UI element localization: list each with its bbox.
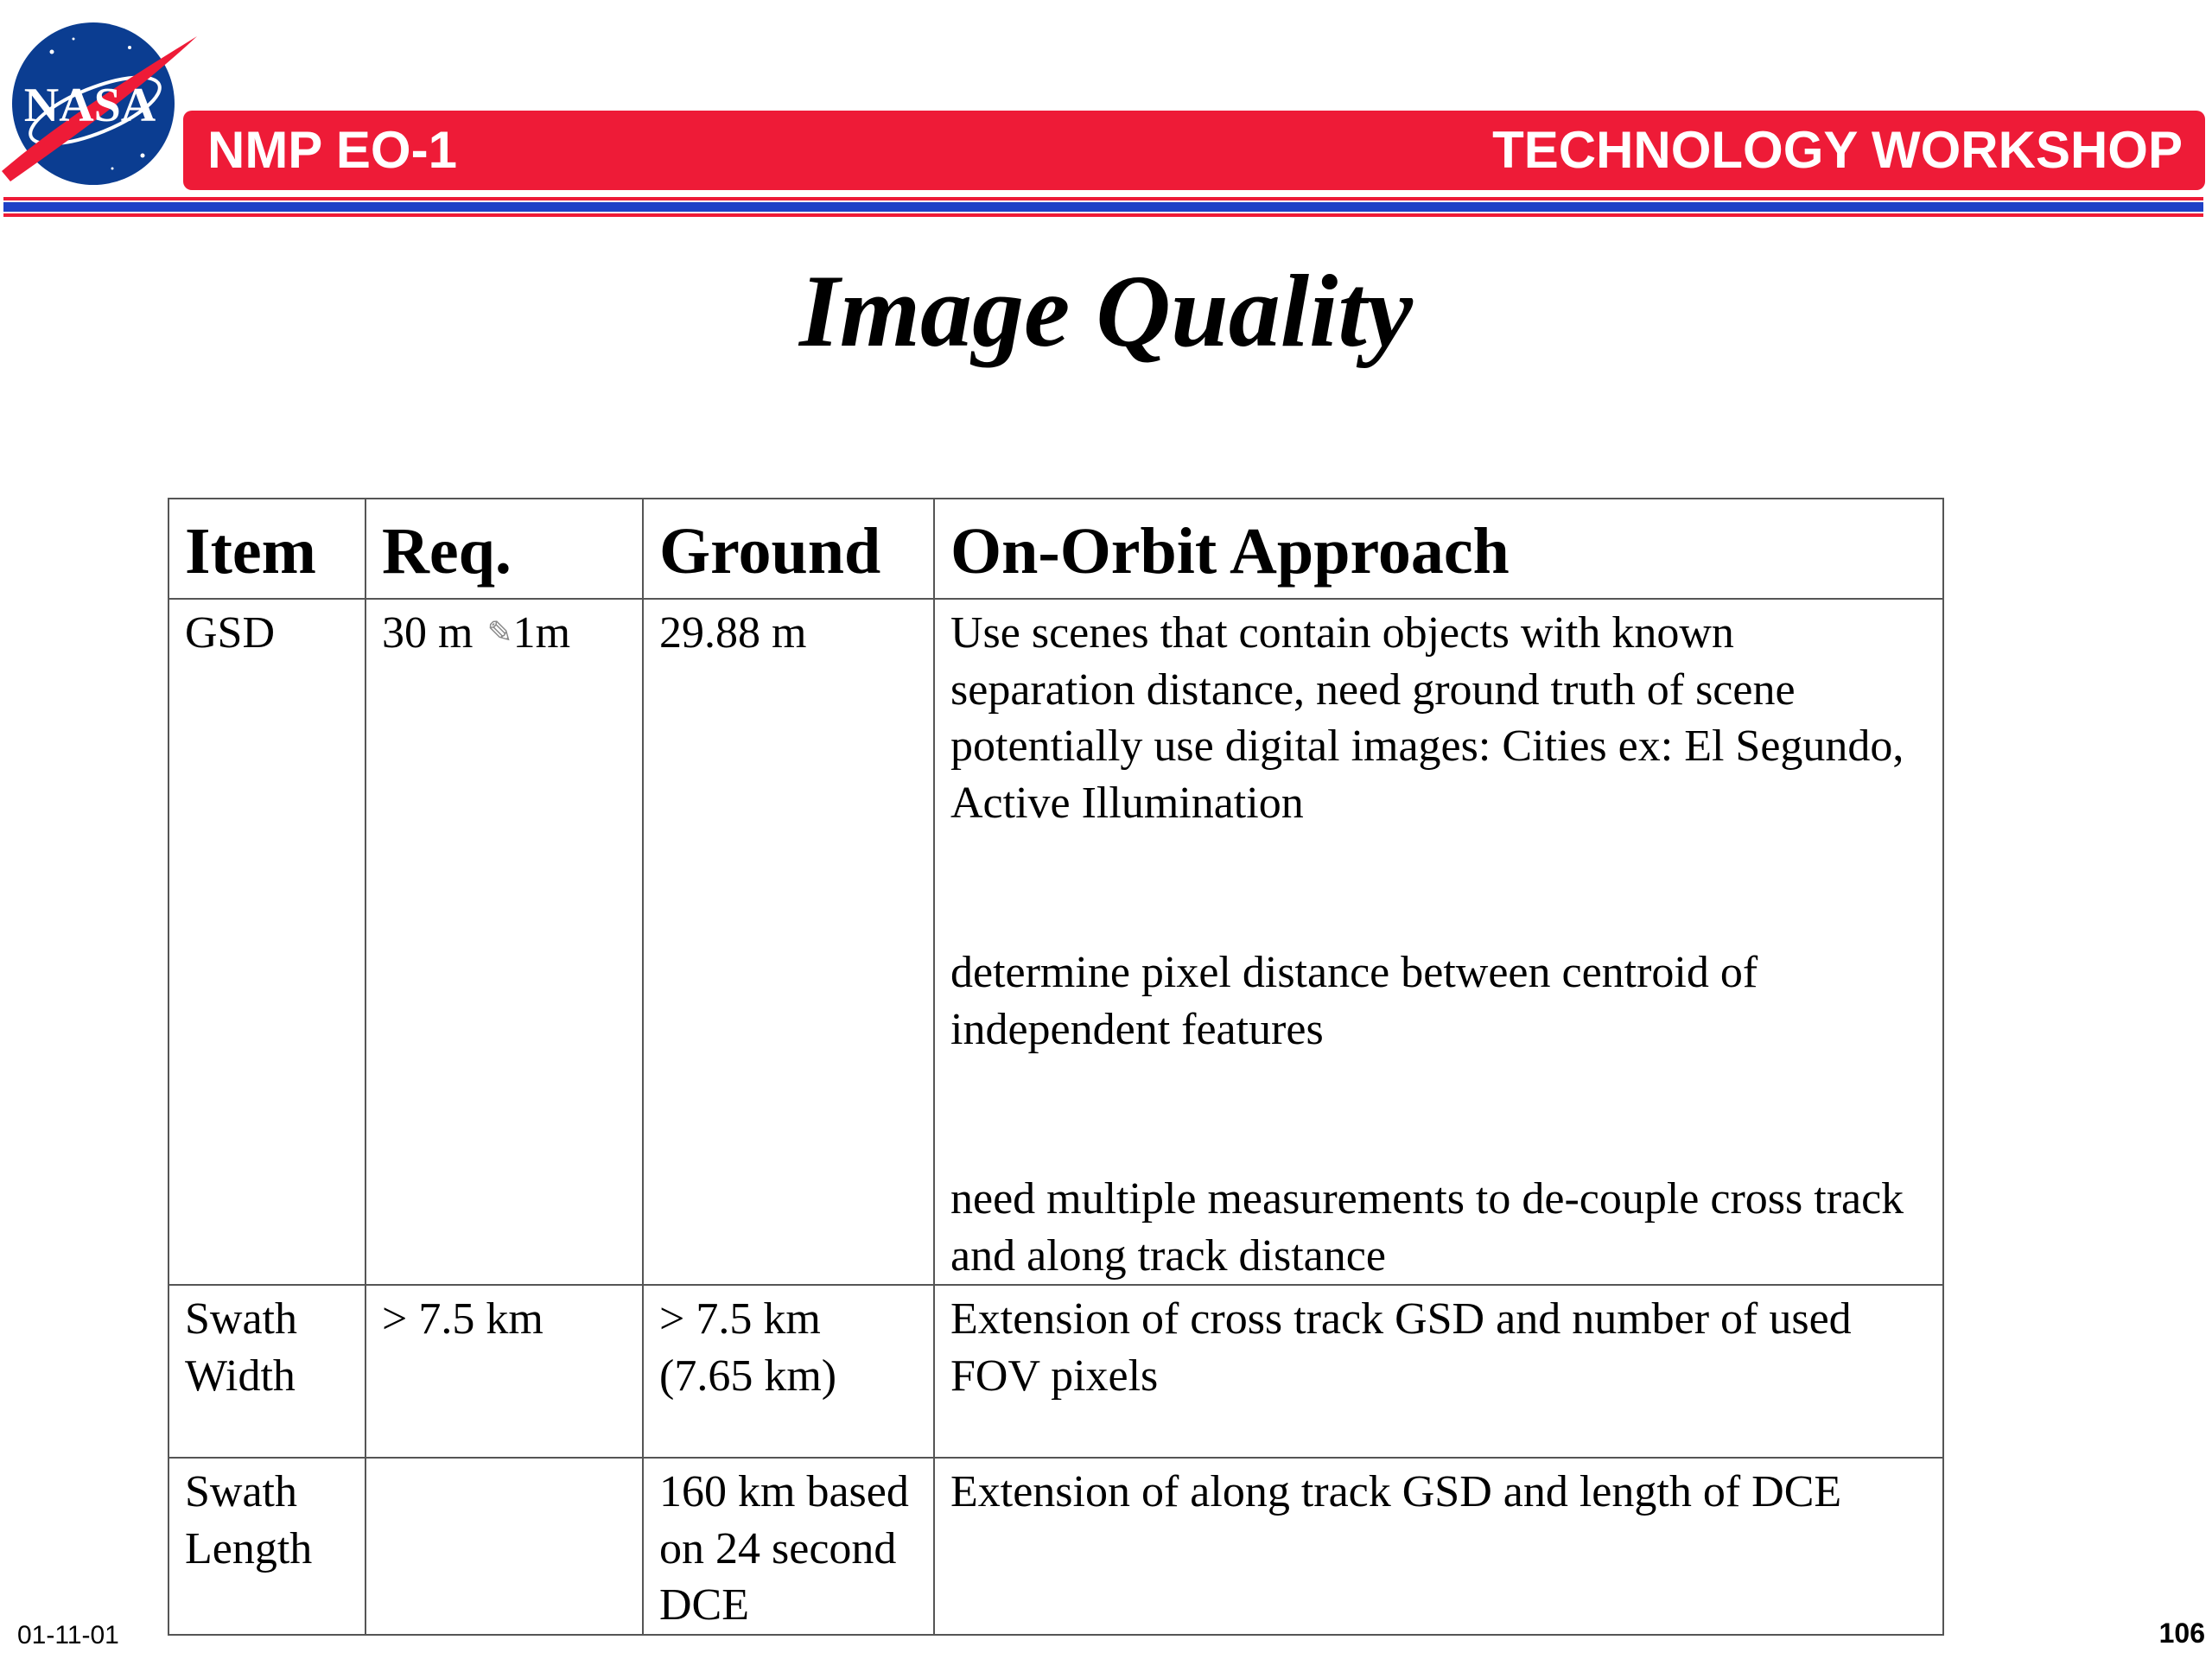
cell-item: Swath Length — [168, 1458, 365, 1635]
approach-paragraph: Use scenes that contain objects with known separation distance, need ground truth of scene potentially use digital images: Cities ex: El Segundo, Active Illumination — [950, 608, 1904, 828]
footer-date: 01-11-01 — [17, 1621, 119, 1649]
nasa-logo — [0, 17, 207, 190]
cell-approach — [934, 599, 1943, 1285]
table-row — [168, 1285, 1943, 1458]
cell-item: GSD — [168, 599, 365, 1285]
program-name: NMP EO-1 — [207, 121, 457, 179]
slide-title: Image Quality — [799, 253, 1413, 368]
header-banner — [183, 111, 2205, 190]
table-header-row — [168, 499, 1943, 599]
cell-req — [365, 599, 643, 1285]
cell-ground: 160 km based on 24 second DCE — [643, 1458, 934, 1635]
image-quality-table — [168, 498, 1944, 1636]
nasa-logo-text: NASA — [23, 79, 156, 132]
req-tolerance: 1m — [512, 608, 571, 658]
approach-paragraph: determine pixel distance between centroid of independent features — [950, 948, 1758, 1054]
page-number: 106 — [2158, 1618, 2205, 1649]
header-ground: Ground — [643, 499, 934, 599]
table-row — [168, 1458, 1943, 1635]
approach-paragraph: need multiple measurements to de-couple cross track and along track distance — [950, 1174, 1904, 1281]
header-approach: On-Orbit Approach — [934, 499, 1943, 599]
req-value: 30 m — [382, 608, 474, 658]
workshop-name: TECHNOLOGY WORKSHOP — [1492, 121, 2183, 179]
header-rule-red-lower — [3, 213, 2203, 217]
header-rule-blue — [3, 202, 2203, 212]
cell-approach: Extension of cross track GSD and number of used FOV pixels — [934, 1285, 1943, 1458]
cursor-icon: ✎ — [486, 615, 513, 650]
header-req: Req. — [365, 499, 643, 599]
cell-req: > 7.5 km — [365, 1285, 643, 1458]
cell-req — [365, 1458, 643, 1635]
cell-ground: 29.88 m — [643, 599, 934, 1285]
cell-ground: > 7.5 km (7.65 km) — [643, 1285, 934, 1458]
header-item: Item — [168, 499, 365, 599]
table-row — [168, 599, 1943, 1285]
header-rule-red — [3, 197, 2203, 200]
cell-approach: Extension of along track GSD and length of DCE — [934, 1458, 1943, 1635]
cell-item: Swath Width — [168, 1285, 365, 1458]
